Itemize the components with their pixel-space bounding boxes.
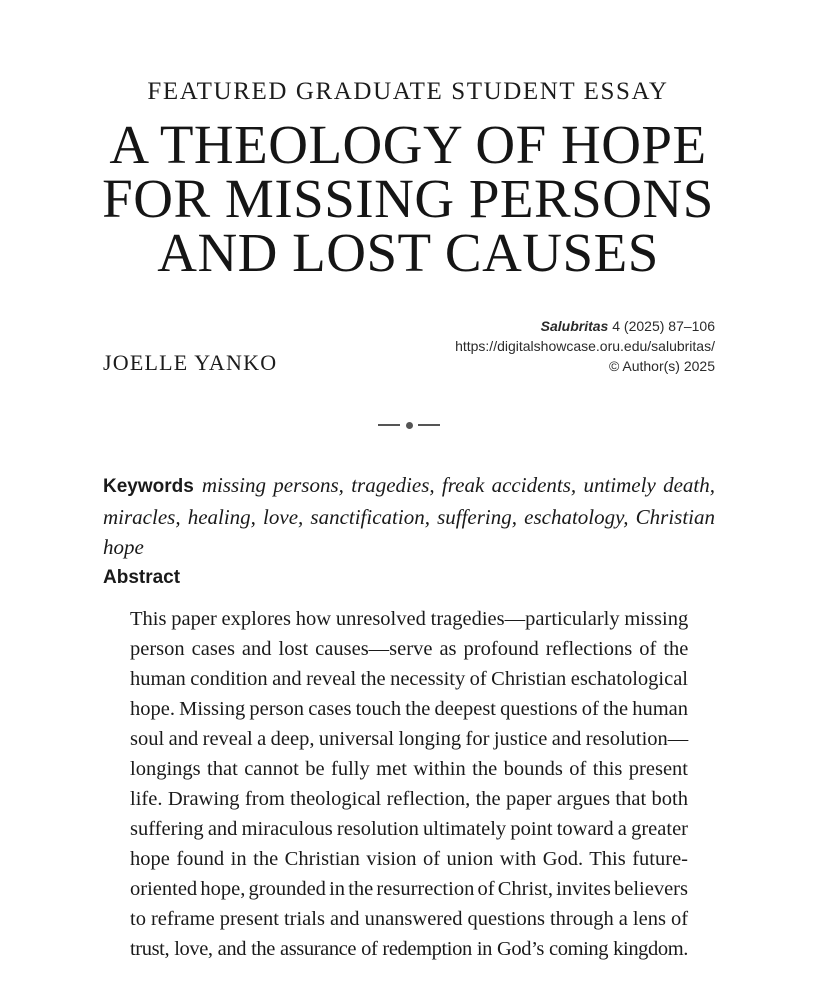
author-name: JOELLE YANKO	[103, 350, 278, 375]
divider-ornament-icon	[378, 417, 440, 433]
ornament-dot	[406, 422, 413, 429]
abstract-line: trust, love, and the assurance of redemption in God’s coming kingdom.	[130, 938, 688, 960]
title-line: A THEOLOGY OF HOPE	[109, 114, 707, 175]
abstract-line: soul and reveal a deep, universal longing for justice and resolution—	[130, 728, 689, 750]
abstract-line: oriented hope, grounded in the resurrection of Christ, invites believers	[130, 878, 688, 900]
abstract-line: longings that cannot be fully met within the bounds of this present	[130, 758, 688, 780]
abstract-line: person cases and lost causes—serve as profound reflections of the	[130, 638, 689, 660]
volume-info: 4 (2025) 87–106	[608, 318, 715, 334]
keywords-label: Keywords	[103, 476, 194, 497]
article-kicker: FEATURED GRADUATE STUDENT ESSAY	[147, 78, 669, 105]
abstract-line: life. Drawing from theological reflection, the paper argues that both	[130, 788, 688, 810]
abstract-line: This paper explores how unresolved tragedies—particularly missing	[130, 608, 689, 630]
abstract-line: hope found in the Christian vision of union with God. This future-	[130, 848, 688, 870]
title-line: FOR MISSING PERSONS	[102, 168, 714, 229]
abstract-line: hope. Missing person cases touch the deepest questions of the human	[130, 698, 688, 720]
ornament-line-left	[378, 424, 400, 426]
abstract-line: suffering and miraculous resolution ultimately point toward a greater	[130, 818, 688, 840]
article-title	[0, 114, 816, 283]
keywords-section	[103, 470, 715, 562]
keywords-list: missing persons, tragedies, freak accidents, untimely death, miracles, healing, love, sanctification, suffering, eschatology, Christian hope	[103, 473, 715, 559]
citation-line	[455, 316, 715, 336]
ornament-line-right	[418, 424, 440, 426]
citation-block	[455, 316, 715, 376]
journal-url[interactable]: https://digitalshowcase.oru.edu/salubritas/	[455, 338, 715, 354]
abstract-heading: Abstract	[103, 567, 181, 588]
abstract-body	[130, 604, 688, 964]
copyright: © Author(s) 2025	[608, 358, 715, 374]
abstract-line: to reframe present trials and unanswered questions through a lens of	[130, 908, 689, 930]
title-line: AND LOST CAUSES	[157, 222, 659, 283]
journal-name: Salubritas	[540, 318, 609, 334]
abstract-line: human condition and reveal the necessity of Christian eschatological	[130, 668, 688, 690]
